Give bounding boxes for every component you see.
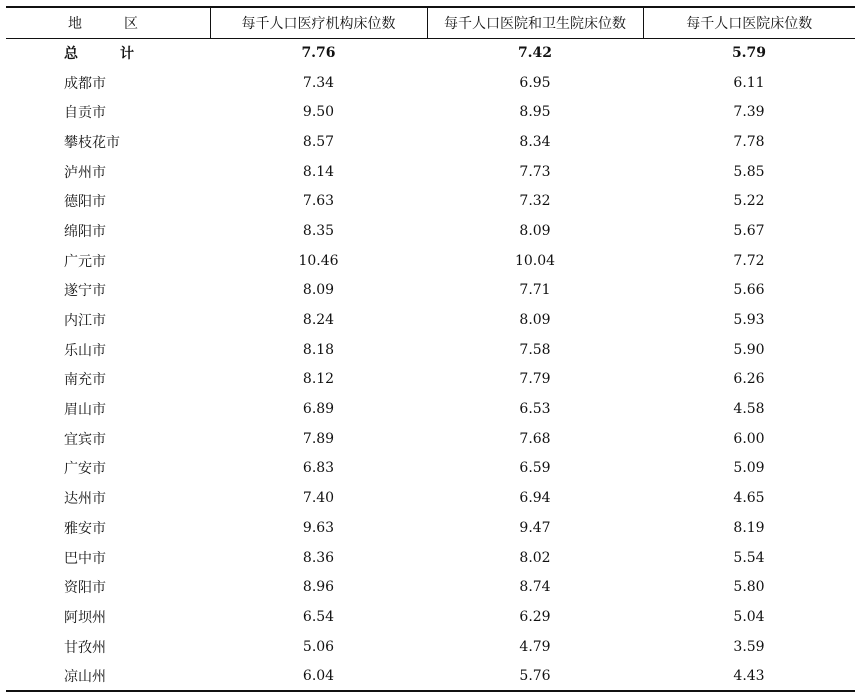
hospital-beds-cell: 6.00	[733, 430, 765, 447]
region-cell: 德阳市	[64, 194, 106, 211]
hospital-and-health-center-beds-cell: 7.71	[519, 282, 551, 299]
region-cell: 攀枝花市	[64, 134, 120, 151]
medical-institution-beds-cell: 8.18	[302, 341, 335, 358]
medical-institution-beds-cell: 8.35	[302, 222, 335, 239]
medical-institution-beds-cell: 8.09	[302, 282, 335, 299]
hospital-and-health-center-beds-cell: 8.95	[519, 104, 551, 121]
table-row	[6, 394, 855, 424]
hospital-and-health-center-beds-cell: 7.42	[517, 45, 553, 62]
bed-statistics-table	[6, 6, 855, 692]
table-row	[6, 572, 855, 602]
header-row	[6, 7, 855, 38]
medical-institution-beds-cell: 8.96	[302, 579, 335, 596]
table-row	[6, 424, 855, 454]
region-cell: 甘孜州	[64, 639, 106, 656]
region-cell: 阿坝州	[64, 609, 106, 626]
hospital-and-health-center-beds-cell: 8.34	[519, 133, 551, 150]
medical-institution-beds-cell: 9.63	[302, 519, 335, 536]
hospital-beds-cell: 5.04	[733, 608, 765, 625]
region-cell: 绵阳市	[64, 223, 106, 240]
hospital-and-health-center-beds-cell: 6.94	[519, 490, 551, 507]
table-row	[6, 513, 855, 543]
region-cell: 遂宁市	[64, 283, 106, 300]
region-cell: 巴中市	[64, 550, 106, 567]
region-cell: 凉山州	[6, 661, 210, 691]
table-row	[6, 97, 855, 127]
hospital-and-health-center-beds-cell: 7.68	[519, 430, 551, 447]
hospital-beds-cell: 3.59	[733, 638, 765, 655]
region-cell: 眉山市	[64, 402, 106, 419]
hospital-and-health-center-beds-cell: 6.29	[519, 608, 551, 625]
medical-institution-beds-cell: 8.24	[302, 312, 335, 329]
table-row	[6, 305, 855, 335]
header-hospital-beds: 每千人口医院床位数	[643, 7, 855, 38]
region-cell: 内江市	[64, 313, 106, 330]
table-header	[6, 7, 855, 38]
bed-statistics-table-container	[6, 6, 855, 692]
medical-institution-beds-cell: 10.46	[298, 252, 339, 269]
table-row	[6, 246, 855, 276]
header-medical-institution-beds: 每千人口医疗机构床位数	[210, 7, 427, 38]
hospital-and-health-center-beds-cell: 6.53	[519, 401, 551, 418]
medical-institution-beds-cell: 7.76	[301, 45, 336, 62]
hospital-beds-cell: 5.79	[731, 45, 767, 62]
hospital-and-health-center-beds-cell: 6.59	[519, 460, 551, 477]
medical-institution-beds-cell: 8.57	[302, 133, 335, 150]
table-row	[6, 276, 855, 306]
hospital-beds-cell: 5.09	[733, 460, 765, 477]
table-row	[6, 186, 855, 216]
medical-institution-beds-cell: 5.06	[302, 638, 335, 655]
hospital-beds-cell: 7.78	[733, 133, 765, 150]
hospital-and-health-center-beds-cell: 9.47	[519, 519, 551, 536]
region-cell: 总 计	[64, 46, 148, 63]
hospital-beds-cell: 7.72	[733, 252, 765, 269]
table-body	[6, 38, 855, 691]
medical-institution-beds-cell: 7.34	[302, 74, 335, 91]
medical-institution-beds-cell: 6.04	[210, 661, 427, 691]
hospital-and-health-center-beds-cell: 7.32	[519, 193, 551, 210]
hospital-beds-cell: 7.39	[733, 104, 765, 121]
hospital-and-health-center-beds-cell: 4.79	[519, 638, 551, 655]
table-row	[6, 216, 855, 246]
region-cell: 广安市	[64, 461, 106, 478]
hospital-and-health-center-beds-cell: 8.09	[519, 312, 551, 329]
medical-institution-beds-cell: 6.89	[302, 401, 335, 418]
hospital-beds-cell: 6.11	[733, 74, 765, 91]
medical-institution-beds-cell: 8.14	[302, 163, 335, 180]
hospital-and-health-center-beds-cell: 5.76	[427, 661, 643, 691]
medical-institution-beds-cell: 8.36	[302, 549, 335, 566]
hospital-and-health-center-beds-cell: 8.02	[519, 549, 551, 566]
table-row	[6, 68, 855, 98]
table-row	[6, 127, 855, 157]
hospital-beds-cell: 5.22	[733, 193, 765, 210]
medical-institution-beds-cell: 9.50	[302, 104, 335, 121]
hospital-and-health-center-beds-cell: 6.95	[519, 74, 551, 91]
region-cell: 南充市	[64, 372, 106, 389]
medical-institution-beds-cell: 6.54	[302, 608, 335, 625]
region-cell: 宜宾市	[64, 431, 106, 448]
hospital-and-health-center-beds-cell: 7.73	[519, 163, 551, 180]
table-row	[6, 661, 855, 691]
hospital-and-health-center-beds-cell: 8.09	[519, 222, 551, 239]
region-cell: 自贡市	[64, 105, 106, 122]
region-cell: 广元市	[64, 253, 106, 270]
hospital-beds-cell: 6.26	[733, 371, 765, 388]
total-row	[6, 38, 855, 68]
table-row	[6, 632, 855, 662]
region-cell: 乐山市	[64, 342, 106, 359]
region-cell: 资阳市	[64, 580, 106, 597]
hospital-beds-cell: 5.67	[733, 222, 765, 239]
hospital-and-health-center-beds-cell: 10.04	[514, 252, 556, 269]
medical-institution-beds-cell: 7.63	[302, 193, 335, 210]
table-row	[6, 157, 855, 187]
medical-institution-beds-cell: 6.83	[302, 460, 335, 477]
hospital-beds-cell: 4.43	[643, 661, 855, 691]
region-cell: 达州市	[64, 491, 106, 508]
hospital-beds-cell: 5.93	[733, 312, 765, 329]
hospital-and-health-center-beds-cell: 8.74	[519, 579, 551, 596]
table-row	[6, 483, 855, 513]
hospital-beds-cell: 5.54	[733, 549, 765, 566]
header-region: 地 区	[6, 7, 210, 38]
region-cell: 泸州市	[64, 164, 106, 181]
hospital-beds-cell: 8.19	[733, 519, 765, 536]
hospital-beds-cell: 4.58	[733, 401, 765, 418]
medical-institution-beds-cell: 7.40	[302, 490, 335, 507]
hospital-and-health-center-beds-cell: 7.58	[519, 341, 551, 358]
hospital-beds-cell: 5.80	[733, 579, 765, 596]
medical-institution-beds-cell: 7.89	[302, 430, 335, 447]
region-cell: 雅安市	[64, 520, 106, 537]
hospital-beds-cell: 5.66	[733, 282, 765, 299]
region-cell: 成都市	[64, 75, 106, 92]
hospital-beds-cell: 5.90	[733, 341, 765, 358]
hospital-beds-cell: 4.65	[733, 490, 765, 507]
table-row	[6, 454, 855, 484]
table-row	[6, 602, 855, 632]
table-row	[6, 335, 855, 365]
table-row	[6, 543, 855, 573]
table-row	[6, 365, 855, 395]
medical-institution-beds-cell: 8.12	[302, 371, 335, 388]
hospital-beds-cell: 5.85	[733, 163, 765, 180]
header-hospital-and-health-center-beds: 每千人口医院和卫生院床位数	[427, 7, 643, 38]
hospital-and-health-center-beds-cell: 7.79	[519, 371, 551, 388]
